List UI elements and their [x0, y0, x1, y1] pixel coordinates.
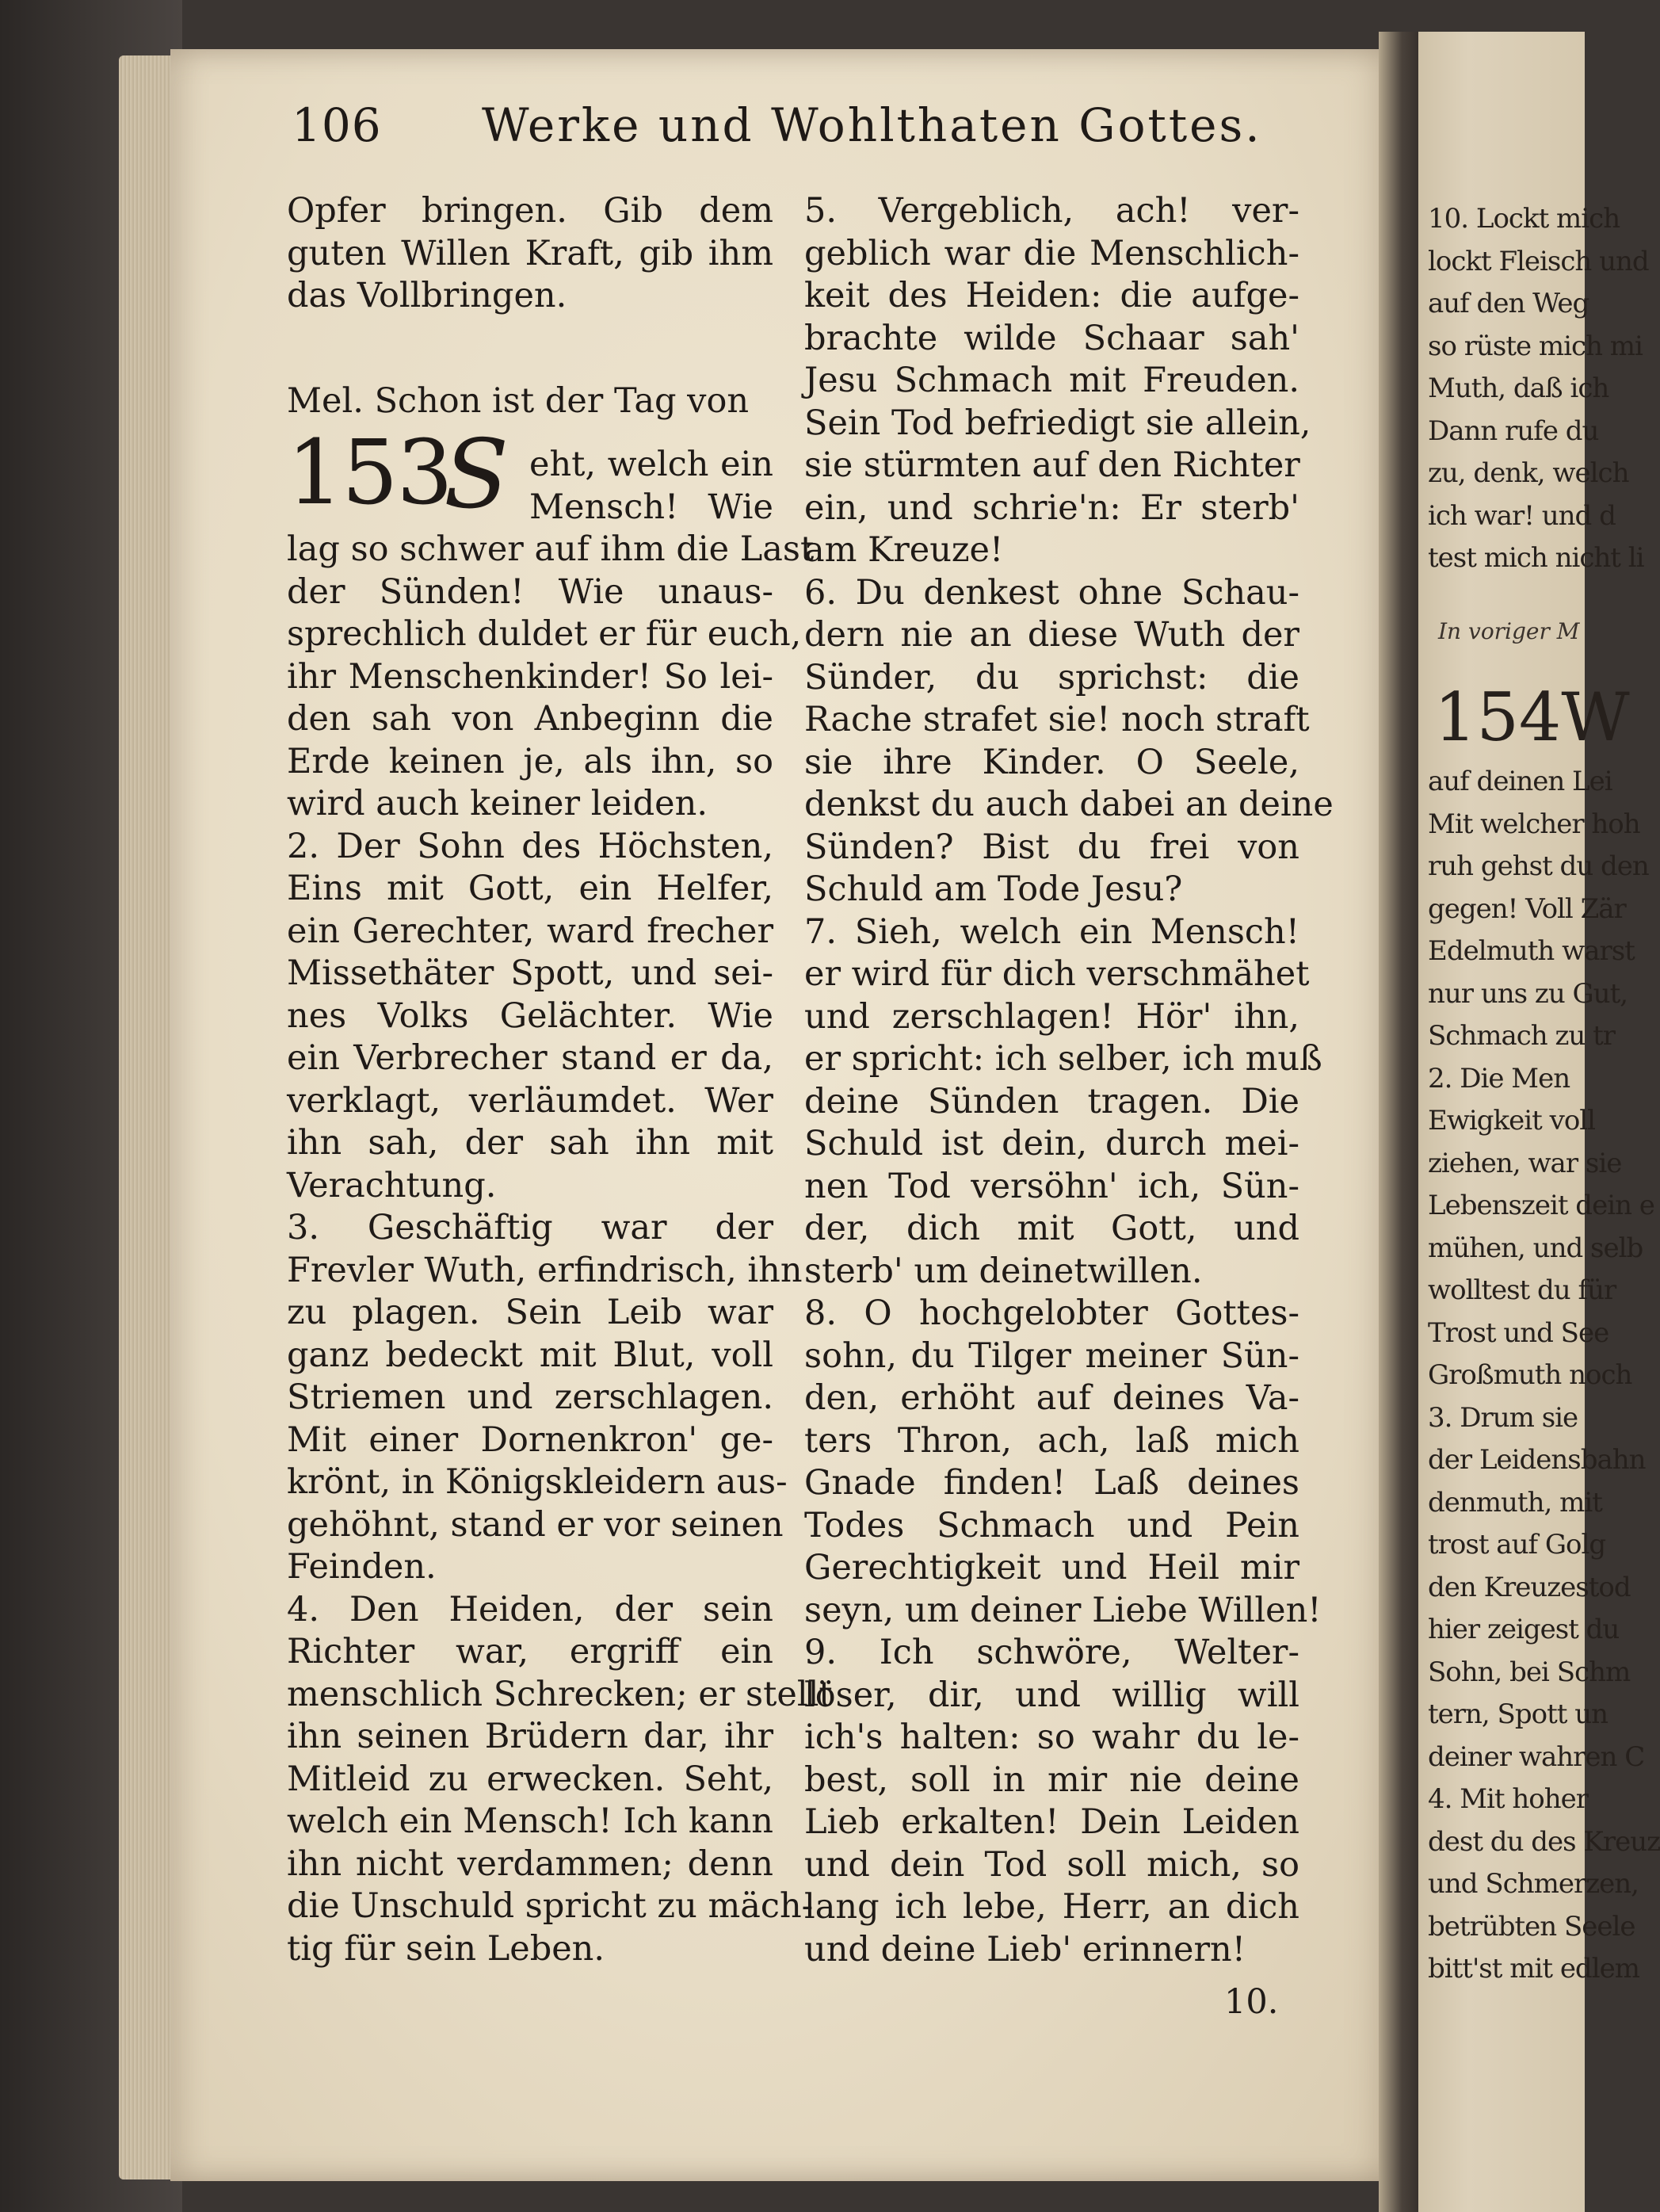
- text-line: krönt, in Königskleidern aus-: [287, 1462, 788, 1502]
- text-line: denkst du auch dabei an deine: [804, 785, 1334, 824]
- text-line: sohn, du Tilger meiner Sün-: [804, 1335, 1299, 1376]
- text-line: und dein Tod soll mich, so: [804, 1844, 1299, 1885]
- text-line: lag so schwer auf ihm die Last: [287, 529, 815, 569]
- text-line: ihn sah, der sah ihn mit: [287, 1123, 773, 1163]
- next-page-line: Edelmuth warst: [1428, 935, 1635, 967]
- text-line: er spricht: ich selber, ich muß: [804, 1039, 1322, 1079]
- text-line: sie ihre Kinder. O Seele,: [804, 742, 1299, 782]
- next-page-line: lockt Fleisch und: [1428, 245, 1649, 277]
- text-line: 5. Vergeblich, ach! ver-: [804, 191, 1299, 231]
- text-line: ein Gerechter, ward frecher: [287, 911, 773, 951]
- catchword: 10.: [1224, 1982, 1279, 2022]
- next-page-line: 2. Die Men: [1428, 1062, 1570, 1095]
- next-page-line: ziehen, war sie: [1428, 1147, 1622, 1179]
- next-page-line: auf den Weg: [1428, 288, 1589, 319]
- next-page-line: auf deinen Lei: [1428, 766, 1612, 797]
- text-line: Feinden.: [287, 1547, 437, 1587]
- text-line: sie stürmten auf den Richter: [804, 445, 1300, 485]
- text-line: 2. Der Sohn des Höchsten,: [287, 826, 773, 866]
- next-page-drop-cap: W: [1561, 678, 1630, 756]
- text-line: 6. Du denkest ohne Schau-: [804, 572, 1299, 613]
- next-page-line: Ewigkeit voll: [1428, 1105, 1596, 1137]
- text-line: gehöhnt, stand er vor seinen: [287, 1504, 784, 1545]
- text-line: der, dich mit Gott, und: [804, 1209, 1299, 1248]
- text-line: Sünder, du sprichst: die: [804, 657, 1299, 697]
- text-line: Verachtung.: [287, 1165, 497, 1205]
- text-line: seyn, um deiner Liebe Willen!: [804, 1590, 1322, 1630]
- text-line: das Vollbringen.: [287, 276, 567, 315]
- text-line: 3. Geschäftig war der: [287, 1208, 773, 1247]
- text-line: geblich war die Menschlich-: [804, 233, 1299, 273]
- next-page-line: dest du des Kreuz: [1428, 1825, 1660, 1858]
- text-line: Jesu Schmach mit Freuden.: [804, 361, 1299, 400]
- text-line: keit des Heiden: die aufge-: [804, 276, 1299, 315]
- text-line: guten Willen Kraft, gib ihm: [287, 233, 773, 273]
- text-line: eht, welch ein: [529, 445, 773, 484]
- next-page-line: Trost und See: [1428, 1316, 1609, 1349]
- next-page-line: 10. Lockt mich: [1428, 203, 1620, 235]
- next-page-line: wolltest du für: [1428, 1274, 1616, 1306]
- next-page-line: Mit welcher hoh: [1428, 808, 1640, 840]
- text-line: Gnade finden! Laß deines: [804, 1463, 1299, 1503]
- next-page-fragment: [1418, 32, 1660, 2212]
- text-line: welch ein Mensch! Ich kann: [287, 1801, 773, 1841]
- text-line: ein Verbrecher stand er da,: [287, 1038, 773, 1078]
- next-page-hymn-heading: [1434, 678, 1630, 756]
- text-line: Opfer bringen. Gib dem: [287, 191, 773, 231]
- text-line: Missethäter Spott, und sei-: [287, 953, 773, 993]
- next-page-line: hier zeigest du: [1428, 1614, 1620, 1645]
- next-page-line: gegen! Voll Zär: [1428, 892, 1626, 925]
- text-line: ihr Menschenkinder! So lei-: [287, 656, 773, 697]
- text-line: zu plagen. Sein Leib war: [287, 1293, 773, 1332]
- left-column-body: [287, 529, 833, 1970]
- page-number: 106: [292, 98, 382, 152]
- text-line: und deine Lieb' erinnern!: [804, 1929, 1246, 1969]
- text-line: Erde keinen je, als ihn, so: [287, 741, 773, 781]
- next-page-line: tern, Spott un: [1428, 1698, 1608, 1730]
- next-page-line: Schmach zu tr: [1428, 1020, 1616, 1052]
- text-line: ihn nicht verdammen; denn: [287, 1843, 773, 1884]
- text-line: ich's halten: so wahr du le-: [804, 1717, 1299, 1757]
- next-page-line: ich war! und d: [1428, 499, 1616, 532]
- text-line: 9. Ich schwöre, Welter-: [804, 1633, 1299, 1672]
- text-line: wird auch keiner leiden.: [287, 784, 708, 823]
- text-line: ganz bedeckt mit Blut, voll: [287, 1335, 773, 1375]
- next-page-line: den Kreuzestod: [1428, 1571, 1631, 1603]
- hymn-number: 153: [287, 422, 452, 525]
- running-head: [292, 94, 1290, 157]
- text-line: löser, dir, und willig will: [804, 1675, 1299, 1715]
- next-page-line: nur uns zu Gut,: [1428, 977, 1628, 1010]
- text-line: den sah von Anbeginn die: [287, 699, 773, 739]
- next-page-line: Lebenszeit dein e: [1428, 1190, 1654, 1221]
- text-line: Richter war, ergriff ein: [287, 1632, 773, 1671]
- hymn-drop-cap: S: [444, 420, 509, 530]
- next-page-line: Muth, daß ich: [1428, 372, 1609, 404]
- next-page-line: so rüste mich mi: [1428, 330, 1643, 362]
- text-line: 7. Sieh, welch ein Mensch!: [804, 911, 1299, 952]
- text-line: ihn seinen Brüdern dar, ihr: [287, 1717, 773, 1756]
- next-page-line: betrübten Seele: [1428, 1910, 1635, 1943]
- text-line: der Sünden! Wie unaus-: [287, 571, 773, 612]
- text-line: Frevler Wuth, erfindrisch, ihn: [287, 1250, 803, 1290]
- text-line: ters Thron, ach, laß mich: [804, 1420, 1299, 1461]
- text-line: Todes Schmach und Pein: [804, 1505, 1299, 1545]
- text-line: Mensch! Wie: [529, 487, 773, 527]
- left-column-continuation: [287, 190, 773, 318]
- text-line: lang ich lebe, Herr, an dich: [804, 1887, 1299, 1927]
- next-page-line: test mich nicht li: [1428, 542, 1644, 574]
- text-line: best, soll in mir nie deine: [804, 1759, 1299, 1800]
- text-line: Eins mit Gott, ein Helfer,: [287, 869, 773, 908]
- text-line: die Unschuld spricht zu mäch-: [287, 1886, 814, 1926]
- text-line: brachte wilde Schaar sah': [804, 318, 1299, 358]
- text-line: tig für sein Leben.: [287, 1928, 605, 1969]
- text-line: Schuld am Tode Jesu?: [804, 869, 1183, 909]
- text-line: Mitleid zu erwecken. Seht,: [287, 1759, 773, 1799]
- next-page-line: zu, denk, welch: [1428, 457, 1629, 489]
- text-line: und zerschlagen! Hör' ihn,: [804, 996, 1299, 1037]
- next-page-line: und Schmerzen,: [1428, 1868, 1639, 1900]
- text-line: am Kreuze!: [804, 530, 1004, 570]
- next-page-line: mühen, und selb: [1428, 1232, 1643, 1264]
- next-page-line: Großmuth noch: [1428, 1359, 1632, 1391]
- text-line: deine Sünden tragen. Die: [804, 1081, 1299, 1121]
- next-page-line: trost auf Golg: [1428, 1529, 1606, 1561]
- hymn-first-lines: [529, 444, 773, 529]
- text-line: 4. Den Heiden, der sein: [287, 1589, 773, 1629]
- next-page-line: bitt'st mit edlem: [1428, 1953, 1639, 1985]
- text-line: nen Tod versöhn' ich, Sün-: [804, 1166, 1299, 1206]
- text-line: Mit einer Dornenkron' ge-: [287, 1419, 773, 1460]
- text-line: er wird für dich verschmähet: [804, 954, 1310, 994]
- next-page-line: der Leidensbahn: [1428, 1444, 1646, 1476]
- next-page-hymn-number: 154: [1434, 678, 1562, 756]
- next-page-line: Sohn, bei Schm: [1428, 1656, 1631, 1688]
- text-line: nes Volks Gelächter. Wie: [287, 995, 773, 1036]
- next-page-line: ruh gehst du den: [1428, 850, 1649, 882]
- hymn-melody-line: Mel. Schon ist der Tag von: [287, 381, 750, 421]
- running-head-title: Werke und Wohlthaten Gottes.: [482, 98, 1262, 152]
- text-line: menschlich Schrecken; er stellt: [287, 1674, 833, 1714]
- next-page-melody: In voriger M: [1438, 618, 1580, 644]
- right-column-body: [804, 190, 1334, 1971]
- text-line: Rache strafet sie! noch straft: [804, 700, 1310, 739]
- text-line: 8. O hochgelobter Gottes-: [804, 1293, 1299, 1333]
- text-line: sterb' um deinetwillen.: [804, 1251, 1203, 1291]
- text-line: Gerechtigkeit und Heil mir: [804, 1548, 1299, 1587]
- next-page-line: Dann rufe du: [1428, 415, 1599, 447]
- text-line: dern nie an diese Wuth der: [804, 615, 1299, 655]
- text-line: Schuld ist dein, durch mei-: [804, 1124, 1299, 1163]
- text-line: Lieb erkalten! Dein Leiden: [804, 1802, 1299, 1842]
- text-line: sprechlich duldet er für euch,: [287, 614, 802, 654]
- next-page-line: deiner wahren C: [1428, 1740, 1645, 1773]
- next-page-line: 3. Drum sie: [1428, 1401, 1578, 1434]
- text-line: Sein Tod befriedigt sie allein,: [804, 403, 1311, 443]
- text-line: verklagt, verläumdet. Wer: [287, 1080, 773, 1121]
- next-page-line: 4. Mit hoher: [1428, 1783, 1589, 1815]
- next-page-line: denmuth, mit: [1428, 1486, 1602, 1519]
- text-line: Striemen und zerschlagen.: [287, 1377, 773, 1417]
- text-line: ein, und schrie'n: Er sterb': [804, 487, 1299, 528]
- text-line: den, erhöht auf deines Va-: [804, 1378, 1299, 1418]
- text-line: Sünden? Bist du frei von: [804, 827, 1299, 867]
